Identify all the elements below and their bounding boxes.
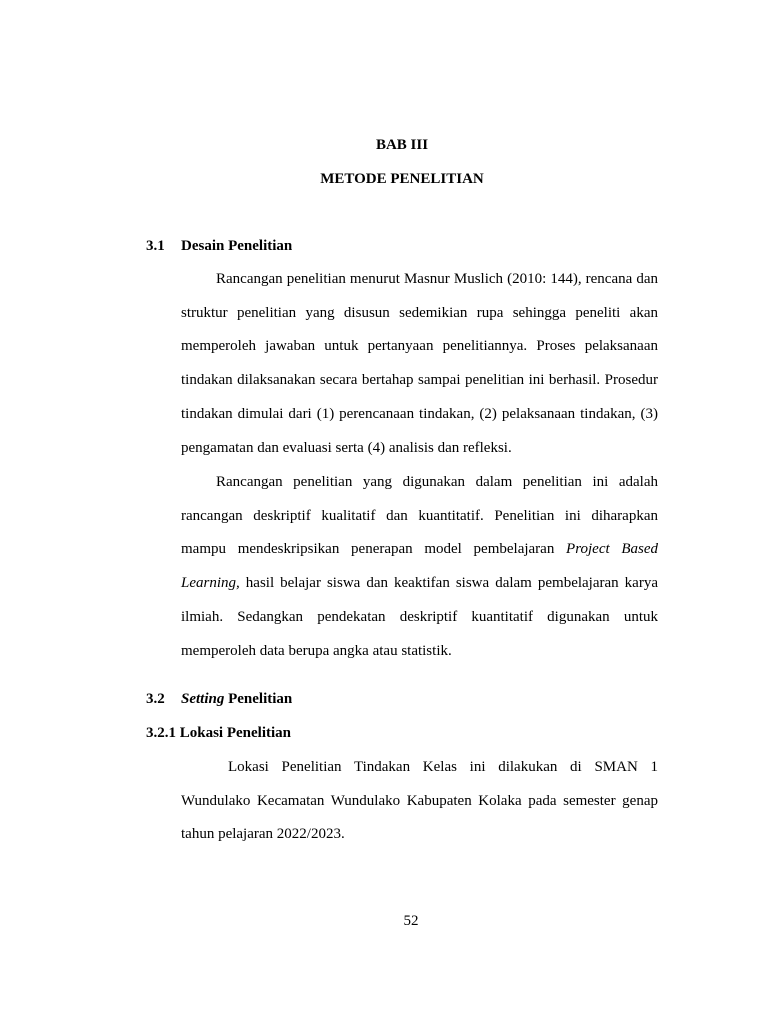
section-title: Desain Penelitian bbox=[181, 238, 293, 254]
section-title: Penelitian bbox=[224, 691, 293, 707]
section-title-italic: Setting bbox=[181, 691, 225, 707]
paragraph-text: Rancangan penelitian yang digunakan dalam penelitian ini adalah rancangan deskriptif kualitatif dan kuantitatif. Penelitian ini diharapkan mampu mendeskripsikan penerapan model pembelajaran bbox=[181, 474, 658, 558]
subsection-heading-3-2-1 bbox=[146, 725, 291, 742]
page-number: 52 bbox=[403, 913, 419, 929]
section-number: 3.1 bbox=[146, 238, 165, 254]
chapter-label: BAB III bbox=[375, 137, 429, 153]
section-heading-3-1 bbox=[146, 238, 292, 255]
section-heading-3-2 bbox=[146, 691, 292, 708]
paragraph-research-design-1: Rancangan penelitian menurut Masnur Muslich (2010: 144), rencana dan struktur penelitian yang disusun sedemikian rupa sehingga peneliti akan memperoleh jawaban untuk pertanyaan penelitiannya. Proses pelaksanaan tindakan dilaksanakan secara bertahap sampai penelitian ini berhasil. Prosedur tindakan dimulai dari (1) perencanaan tindakan, (2) pelaksanaan tindakan, (3) pengamatan dan evaluasi serta (4) analisis dan refleksi. bbox=[181, 271, 658, 456]
italic-term: Project Based Learning, bbox=[181, 541, 658, 592]
chapter-title: METODE PENELITIAN bbox=[320, 171, 484, 187]
section-number: 3.2 bbox=[146, 691, 165, 707]
section-number: 3.2.1 bbox=[146, 725, 176, 741]
paragraph-text: hasil belajar siswa dan keaktifan siswa dalam pembelajaran karya ilmiah. Sedangkan pendekatan deskriptif kuantitatif digunakan untuk memperoleh data berupa angka atau statistik. bbox=[181, 575, 658, 659]
paragraph-research-design-2 bbox=[181, 466, 658, 668]
paragraph-research-location: Lokasi Penelitian Tindakan Kelas ini dilakukan di SMAN 1 Wundulako Kecamatan Wundulako Kabupaten Kolaka pada semester genap tahun pelajaran 2022/2023. bbox=[181, 759, 658, 843]
section-title: Lokasi Penelitian bbox=[179, 725, 292, 741]
